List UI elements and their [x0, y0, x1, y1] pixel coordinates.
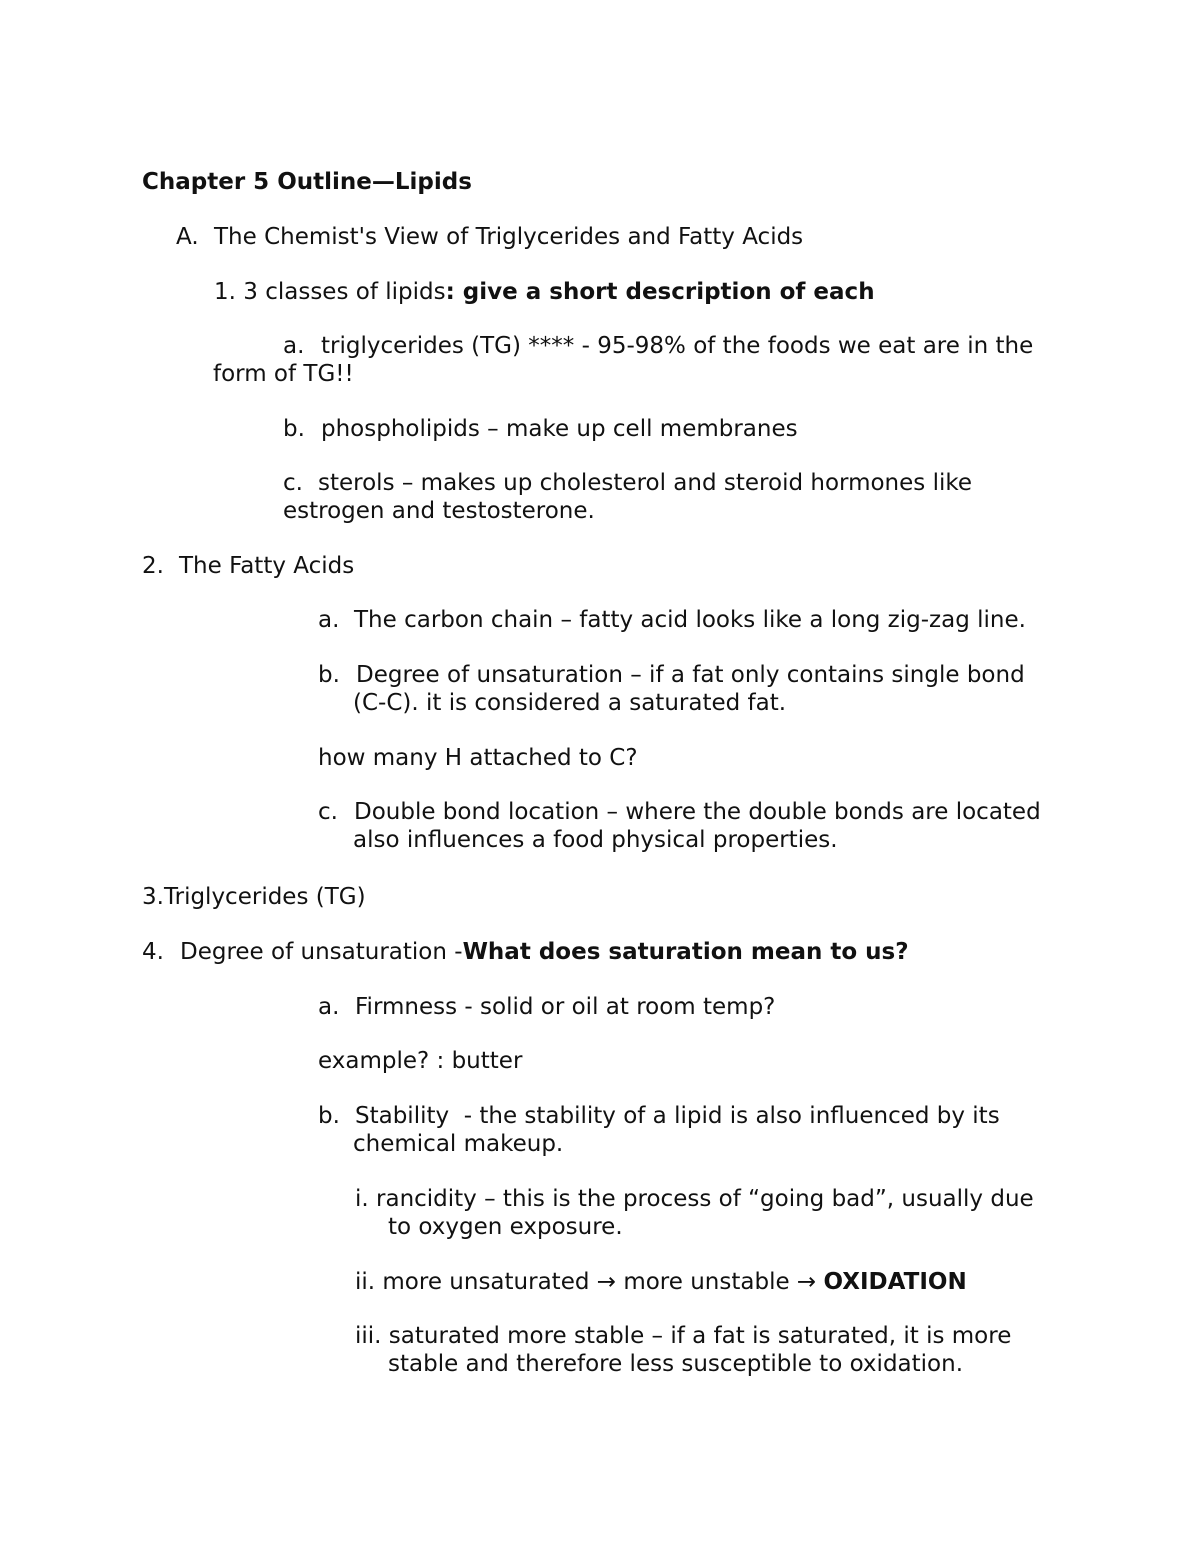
item-2-question: how many H attached to C? — [318, 745, 638, 771]
item-4-heading — [180, 938, 909, 966]
item-4b-i-line2: to oxygen exposure. — [388, 1214, 623, 1240]
item-4-marker: 4. — [142, 939, 164, 965]
item-1c-line2: estrogen and testosterone. — [283, 498, 595, 524]
item-2b-line2: (C-C). it is considered a saturated fat. — [353, 690, 787, 716]
item-4b-ii — [355, 1268, 967, 1296]
item-2c-marker: c. — [318, 799, 338, 825]
page-title: Chapter 5 Outline—Lipids — [142, 169, 472, 195]
item-4b-iii-line1: saturated more stable – if a fat is saturated, it is more — [388, 1323, 1012, 1349]
item-4b-i-marker: i. — [355, 1186, 369, 1212]
item-2c-line1: Double bond location – where the double bonds are located — [354, 799, 1041, 825]
item-2-marker: 2. — [142, 553, 164, 579]
item-4b-iii-line2: stable and therefore less susceptible to oxidation. — [388, 1351, 963, 1377]
item-1c-marker: c. — [283, 470, 303, 496]
item-1b-marker: b. — [283, 416, 305, 442]
item-4b-line1: Stability - the stability of a lipid is also influenced by its — [355, 1103, 1000, 1129]
item-3-heading: 3.Triglycerides (TG) — [142, 884, 366, 910]
item-4b-ii-marker: ii. — [355, 1269, 376, 1295]
item-4b-ii-line1: more unsaturated → more unstable → — [382, 1269, 824, 1295]
item-4b-marker: b. — [318, 1103, 340, 1129]
item-1b-line1: phospholipids – make up cell membranes — [321, 416, 798, 442]
item-2b-marker: b. — [318, 662, 340, 688]
item-4b-iii — [355, 1322, 1011, 1350]
section-a-heading: The Chemist's View of Triglycerides and Fatty Acids — [214, 224, 804, 250]
item-4-bold: What does saturation mean to us? — [462, 939, 909, 965]
item-2b-line1: Degree of unsaturation – if a fat only contains single bond — [356, 662, 1025, 688]
item-2-heading: The Fatty Acids — [179, 553, 355, 579]
section-a-marker: A. — [176, 224, 199, 250]
item-4-text: Degree of unsaturation - — [180, 939, 463, 965]
item-1c-line1: sterols – makes up cholesterol and steroid hormones like — [318, 470, 972, 496]
item-4a-line1: Firmness - solid or oil at room temp? — [355, 994, 776, 1020]
item-1 — [214, 278, 875, 306]
item-1a-line2: form of TG!! — [213, 361, 354, 387]
item-4b-i — [355, 1185, 1034, 1213]
item-4b-i-line1: rancidity – this is the process of “going bad”, usually due — [376, 1186, 1034, 1212]
item-4-example: example? : butter — [318, 1048, 523, 1074]
item-1a-line1: triglycerides (TG) **** - 95-98% of the foods we eat are in the — [321, 333, 1034, 359]
item-4a-marker: a. — [318, 994, 340, 1020]
item-1a-marker: a. — [283, 333, 305, 359]
item-1-bold: : give a short description of each — [445, 279, 875, 305]
item-2a-marker: a. — [318, 607, 340, 633]
item-2a-line1: The carbon chain – fatty acid looks like a long zig-zag line. — [354, 607, 1026, 633]
item-4b-ii-bold: OXIDATION — [823, 1269, 967, 1295]
item-4b-line2: chemical makeup. — [353, 1131, 564, 1157]
item-2c-line2: also influences a food physical properties. — [353, 827, 838, 853]
item-1-marker: 1. — [214, 279, 236, 305]
item-1-text: 3 classes of lipids — [243, 279, 446, 305]
item-4b-iii-marker: iii. — [355, 1323, 382, 1349]
